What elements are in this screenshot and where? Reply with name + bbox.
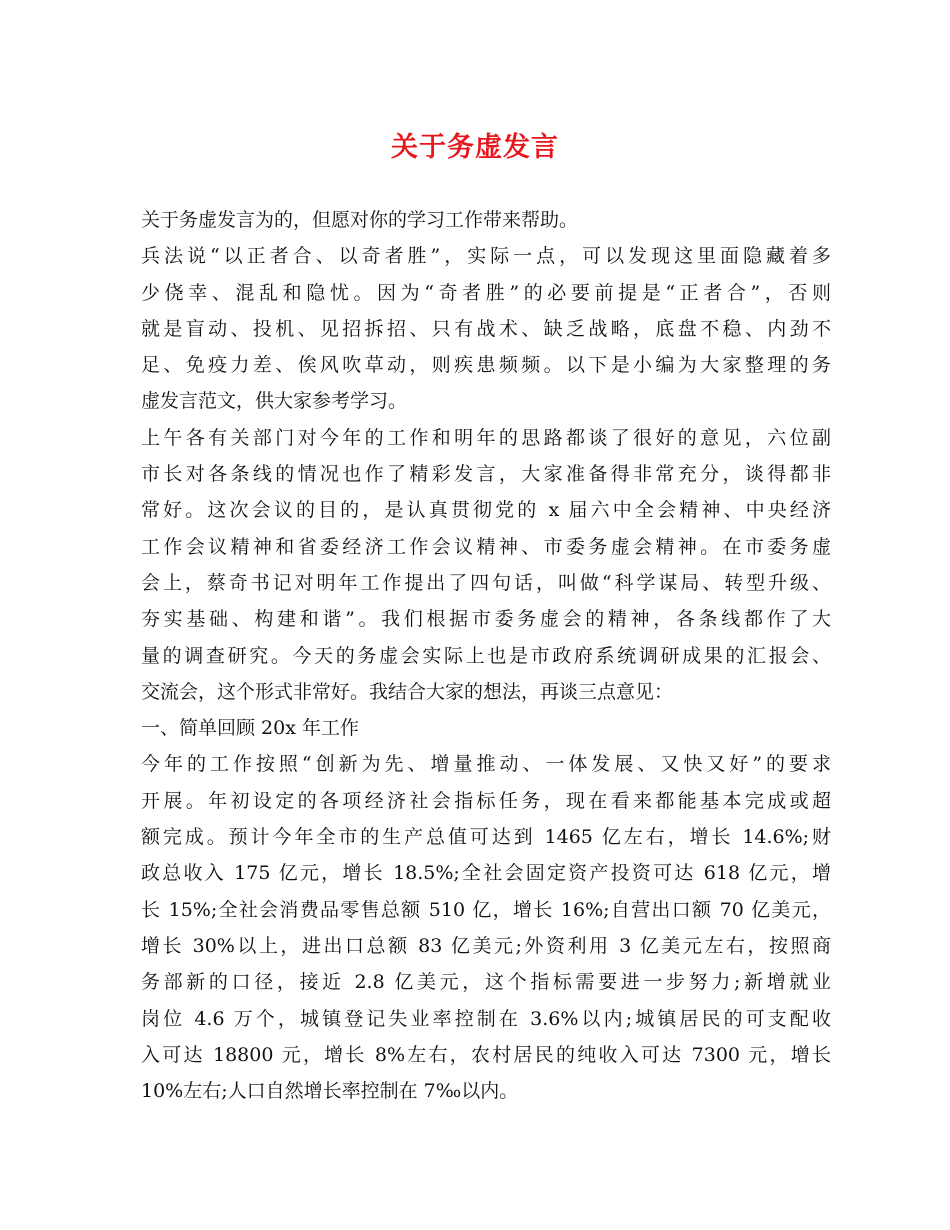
body-line-7: 上午各有关部门对今年的工作和明年的思路都谈了很好的意见，六位副 bbox=[141, 426, 831, 449]
body-line-3: 少侥幸、混乱和隐忧。因为“奇者胜”的必要前提是“正者合”，否则 bbox=[141, 281, 831, 304]
section-heading: 一、简单回顾 20x 年工作 bbox=[141, 717, 359, 740]
body-line-19: 政总收入 175 亿元，增长 18.5%;全社会固定资产投资可达 618 亿元，增 bbox=[141, 862, 831, 885]
body-line-12: 夯实基础、构建和谐”。我们根据市委务虚会的精神，各条线都作了大 bbox=[141, 608, 831, 631]
body-line-18: 额完成。预计今年全市的生产总值可达到 1465 亿左右，增长 14.6%;财 bbox=[141, 826, 831, 849]
document-title: 关于务虚发言 bbox=[391, 132, 559, 163]
body-line-24: 入可达 18800 元，增长 8%左右，农村居民的纯收入可达 7300 元，增长 bbox=[141, 1043, 831, 1066]
body-line-23: 岗位 4.6 万个，城镇登记失业率控制在 3.6%以内;城镇居民的可支配收 bbox=[141, 1007, 831, 1030]
body-line-11: 会上，蔡奇书记对明年工作提出了四句话，叫做“科学谋局、转型升级、 bbox=[141, 571, 831, 594]
body-line-5: 足、免疫力差、俟风吹草动，则疾患频频。以下是小编为大家整理的务 bbox=[141, 354, 831, 377]
body-line-17: 开展。年初设定的各项经济社会指标任务，现在看来都能基本完成或超 bbox=[141, 789, 831, 812]
body-line-20: 长 15%;全社会消费品零售总额 510 亿，增长 16%;自营出口额 70 亿美元， bbox=[141, 898, 831, 921]
body-line-6: 虚发言范文，供大家参考学习。 bbox=[141, 390, 408, 413]
body-line-25: 10%左右;人口自然增长率控制在 7‰以内。 bbox=[141, 1080, 519, 1103]
body-line-13: 量的调查研究。今天的务虚会实际上也是市政府系统调研成果的汇报会、 bbox=[141, 644, 831, 667]
body-line-21: 增长 30%以上，进出口总额 83 亿美元;外资利用 3 亿美元左右，按照商 bbox=[141, 934, 831, 957]
body-line-1: 关于务虚发言为的，但愿对你的学习工作带来帮助。 bbox=[141, 209, 579, 231]
body-line-2: 兵法说“以正者合、以奇者胜”，实际一点，可以发现这里面隐藏着多 bbox=[141, 245, 831, 268]
body-line-8: 市长对各条线的情况也作了精彩发言，大家准备得非常充分，谈得都非 bbox=[141, 463, 831, 486]
body-line-10: 工作会议精神和省委经济工作会议精神、市委务虚会精神。在市委务虚 bbox=[141, 535, 831, 558]
body-line-22: 务部新的口径，接近 2.8 亿美元，这个指标需要进一步努力;新增就业 bbox=[141, 971, 831, 994]
body-line-9: 常好。这次会议的目的，是认真贯彻党的 x 届六中全会精神、中央经济 bbox=[141, 499, 831, 522]
document-body bbox=[141, 202, 831, 1109]
body-line-4: 就是盲动、投机、见招拆招、只有战术、缺乏战略，底盘不稳、内劲不 bbox=[141, 317, 831, 340]
body-line-14: 交流会，这个形式非常好。我结合大家的想法，再谈三点意见： bbox=[141, 680, 674, 703]
body-line-16: 今年的工作按照“创新为先、增量推动、一体发展、又快又好”的要求 bbox=[141, 753, 831, 776]
